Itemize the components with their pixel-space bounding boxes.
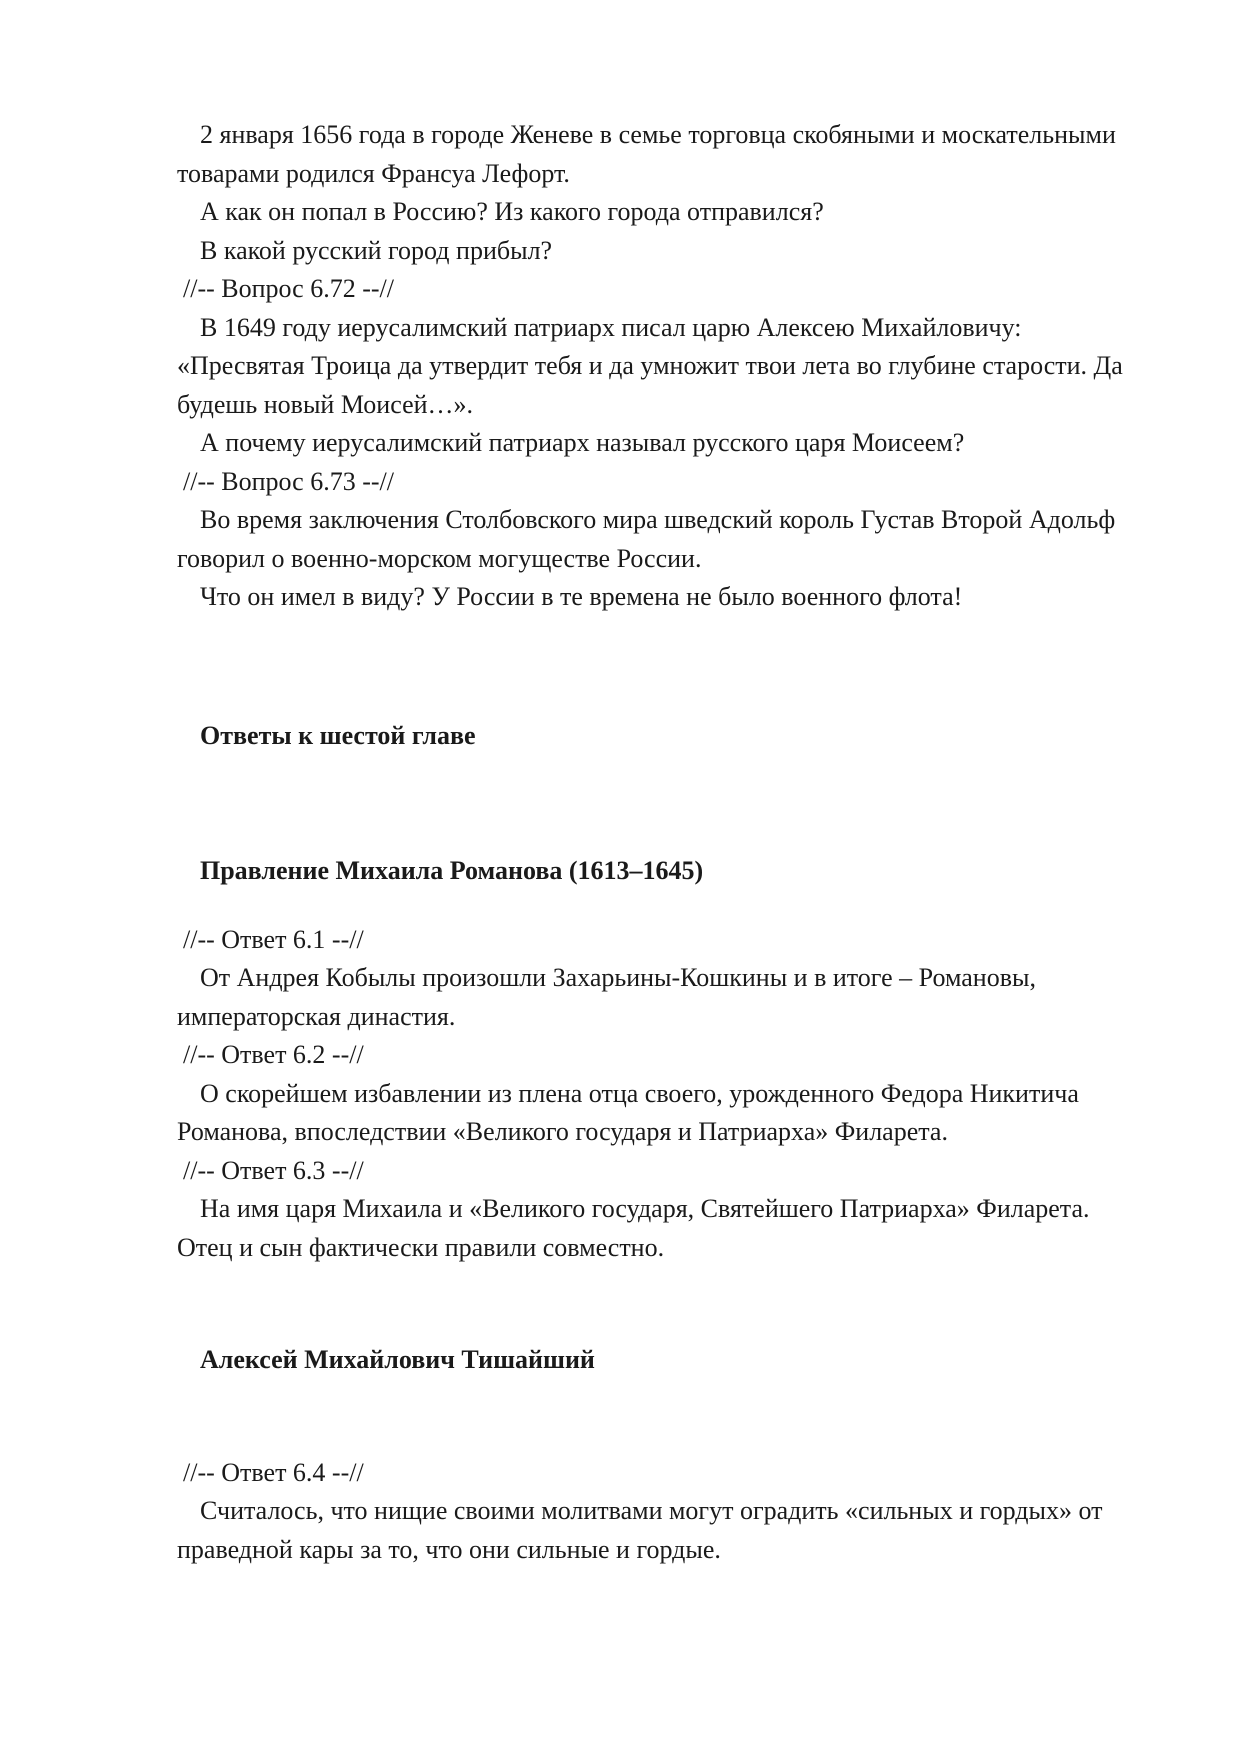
answer-marker-6-3: //-- Ответ 6.3 --// — [183, 1155, 364, 1185]
answer-marker-6-4: //-- Ответ 6.4 --// — [183, 1457, 364, 1487]
paragraph-patriarch-letter: В 1649 году иерусалимский патриарх писал царю Алексею Михайловичу: «Пресвятая Троица да утвердит тебя и да умножит твои лета во глубине старости. Да будешь новый Моисей…». — [177, 312, 1123, 419]
paragraph-stolbovo-peace: Во время заключения Столбовского мира шведский король Густав Второй Адольф говорил о военно-морском могуществе России. — [177, 505, 1116, 573]
answer-marker-6-2: //-- Ответ 6.2 --// — [183, 1040, 364, 1069]
paragraph-question: В какой русский город прибыл? — [200, 235, 553, 265]
heading-answers-chapter-six: Ответы к шестой главе — [200, 720, 476, 750]
paragraph-answer: На имя царя Михаила и «Великого государя, Святейшего Патриарха» Филарета. Отец и сын фактически правили совместно. — [177, 1194, 1090, 1262]
paragraph-answer: От Андрея Кобылы произошли Захарьины-Кошкины и в итоге – Романовы, императорская династия. — [177, 963, 1036, 1031]
paragraph-question: А почему иерусалимский патриарх называл русского царя Моисеем? — [200, 428, 965, 457]
paragraph-question: Что он имел в виду? У России в те времена не было военного флота! — [200, 582, 963, 611]
answer-marker-6-1: //-- Ответ 6.1 --// — [183, 924, 364, 954]
question-marker-6-73: //-- Вопрос 6.73 --// — [183, 466, 394, 496]
heading-alexei-mikhailovich: Алексей Михайлович Тишайший — [200, 1345, 595, 1374]
paragraph-answer: О скорейшем избавлении из плена отца своего, урожденного Федора Никитича Романова, впоследствии «Великого государя и Патриарха» Филарета. — [177, 1078, 1079, 1146]
document-page — [177, 116, 1147, 1569]
paragraph-question: А как он попал в Россию? Из какого города отправился? — [200, 197, 824, 226]
question-marker-6-72: //-- Вопрос 6.72 --// — [183, 274, 394, 303]
heading-mikhail-romanov: Правление Михаила Романова (1613–1645) — [200, 856, 704, 885]
paragraph-lefort-birth: 2 января 1656 года в городе Женеве в семье торговца скобяными и москательными товарами родился Франсуа Лефорт. — [177, 120, 1116, 188]
paragraph-answer: Считалось, что нищие своими молитвами могут оградить «сильных и гордых» от праведной кары за то, что они сильные и гордые. — [177, 1496, 1103, 1564]
